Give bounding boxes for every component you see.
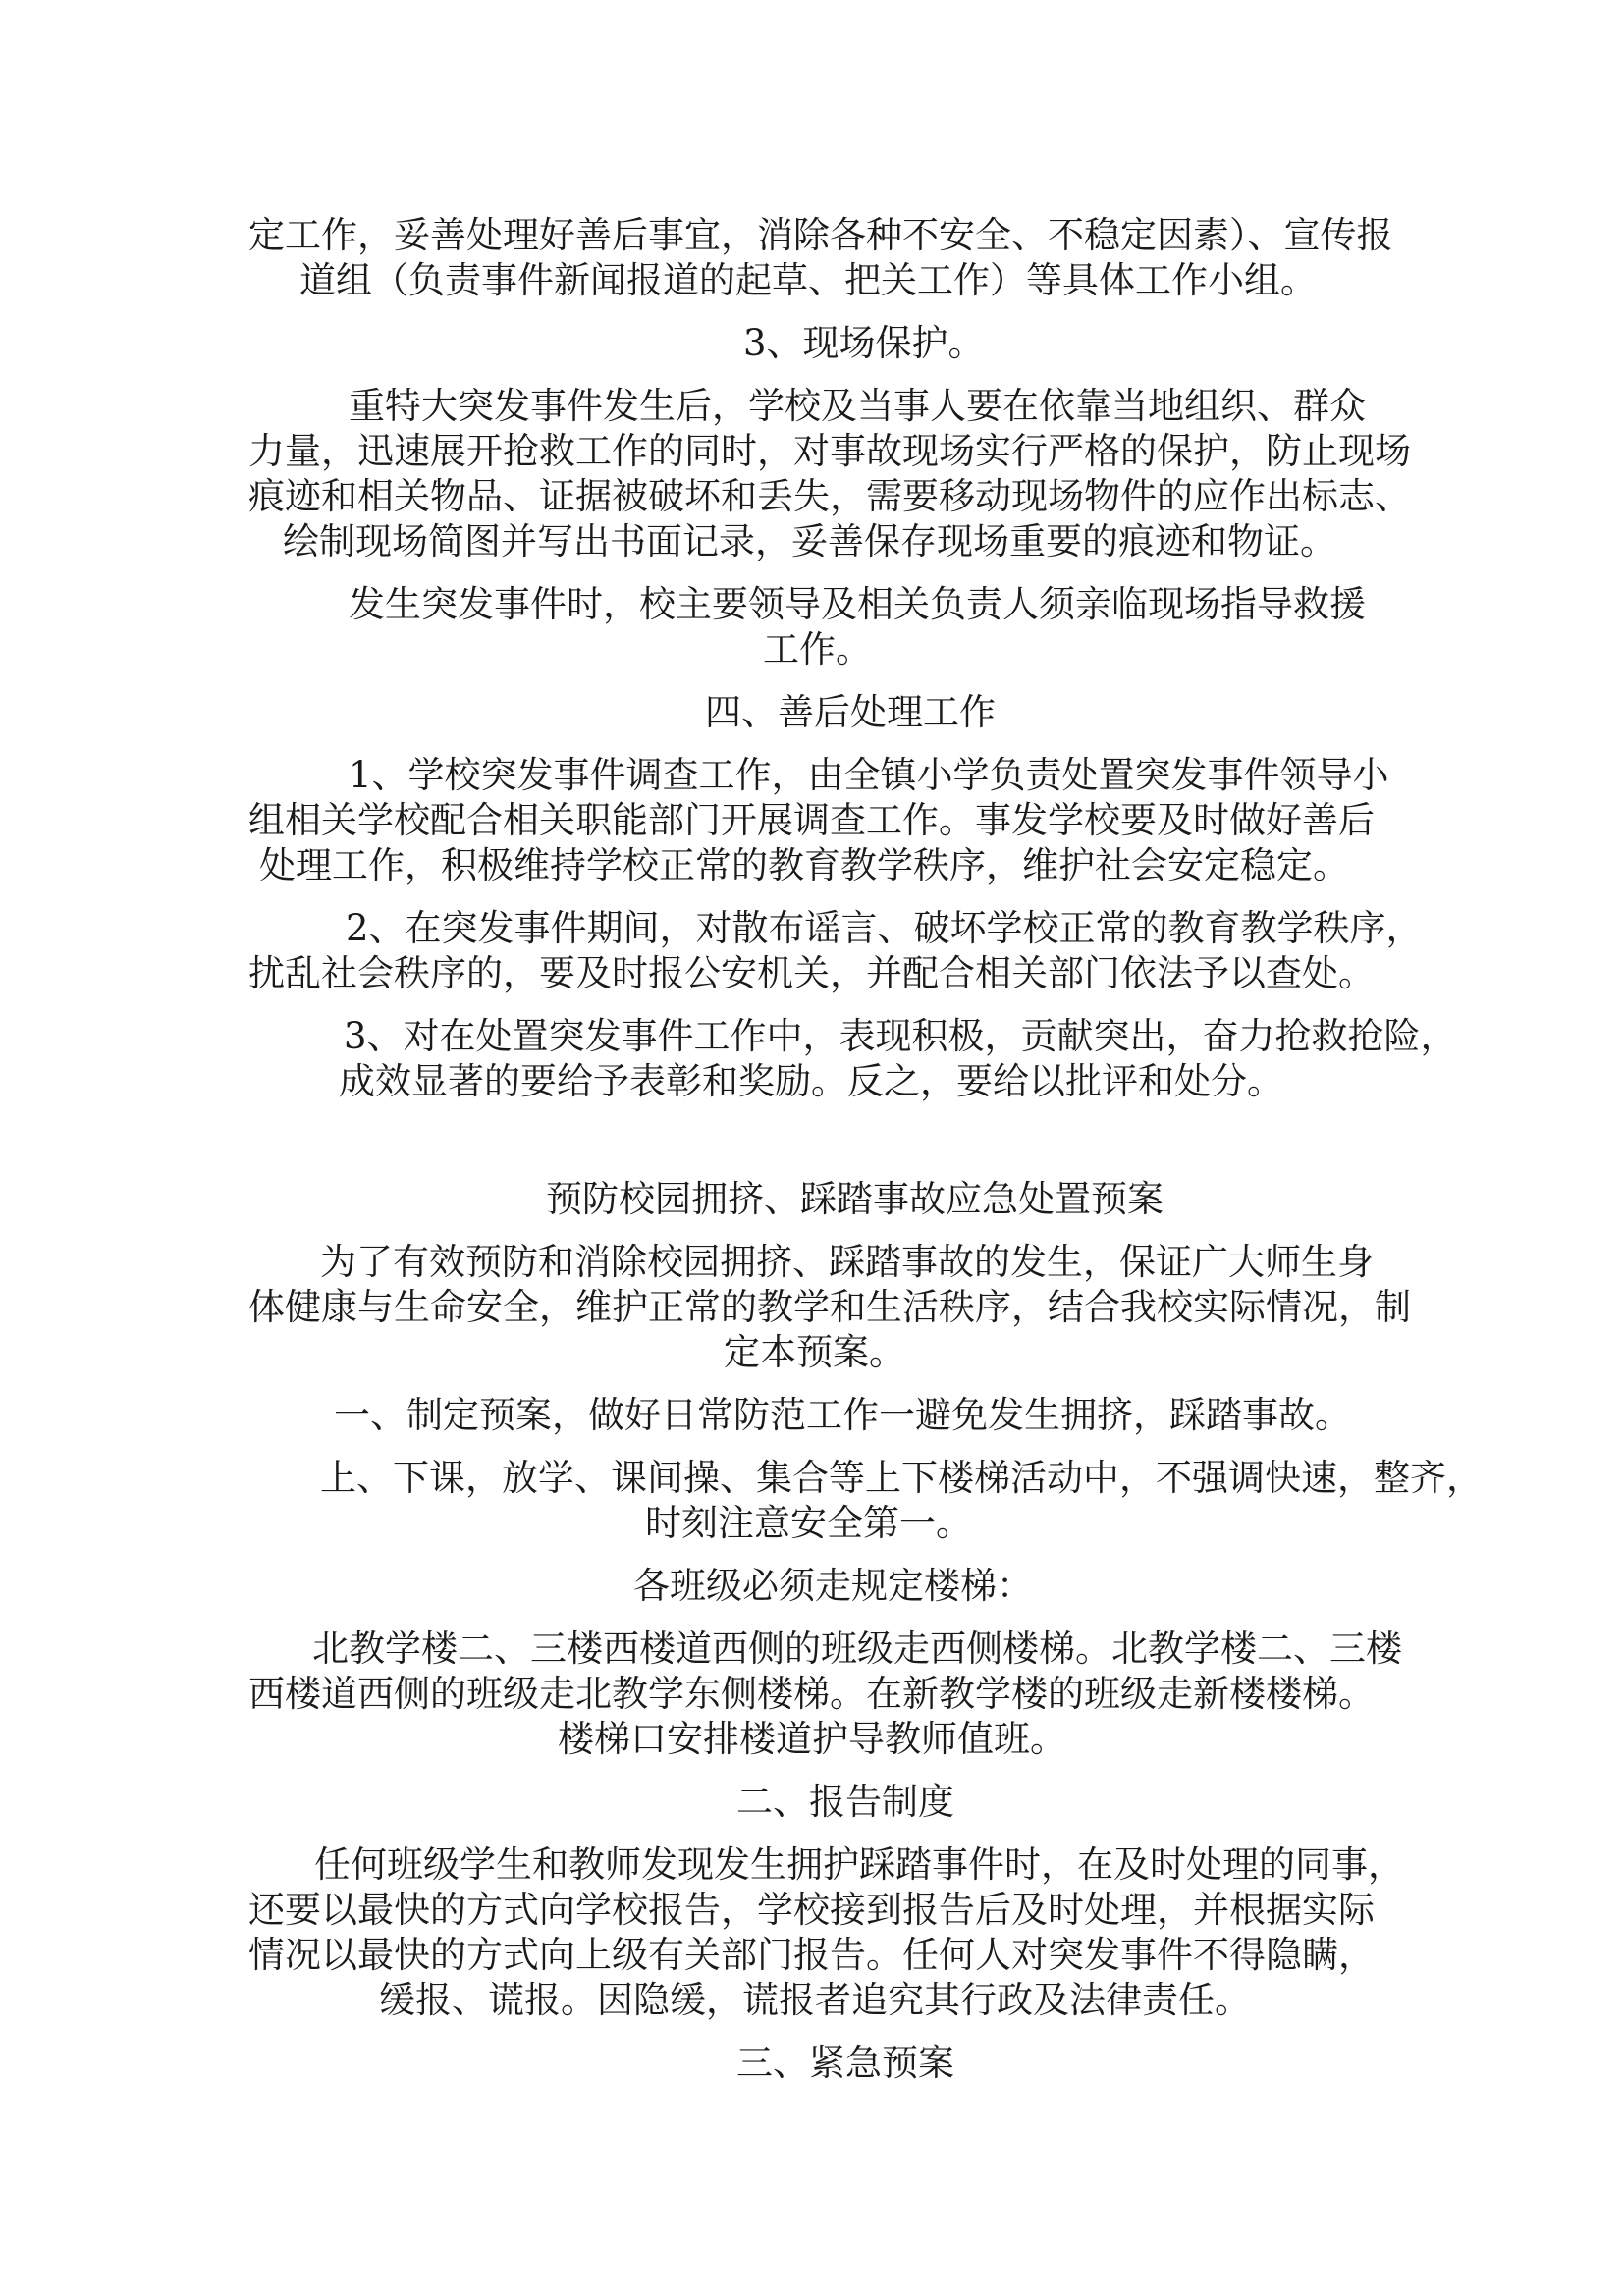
text-line: 时刻注意安全第一。 (645, 1502, 972, 1544)
text-line: 3、对在处置突发事件工作中，表现积极，贡献突出，奋力抢救抢险， (344, 1015, 1457, 1057)
document-title: 预防校园拥挤、踩踏事故应急处置预案 (546, 1178, 1164, 1220)
text-line: 扰乱社会秩序的，要及时报公安机关，并配合相关部门依法予以查处。 (248, 952, 1375, 994)
text-line: 痕迹和相关物品、证据被破坏和丢失，需要移动现场物件的应作出标志、 (248, 475, 1411, 517)
text-line: 成效显著的要给予表彰和奖励。反之，要给以批评和处分。 (339, 1060, 1283, 1102)
section-heading: 3、现场保护。 (743, 322, 985, 364)
text-line: 北教学楼二、三楼西楼道西侧的班级走西侧楼梯。北教学楼二、三楼 (312, 1628, 1402, 1670)
text-line: 还要以最快的方式向学校报告，学校接到报告后及时处理，并根据实际 (248, 1889, 1375, 1931)
section-heading: 四、善后处理工作 (705, 691, 996, 733)
text-line: 处理工作，积极维持学校正常的教育教学秩序，维护社会安定稳定。 (259, 844, 1349, 886)
text-line: 定工作，妥善处理好善后事宜，消除各种不安全、不稳定因素）、宣传报 (248, 214, 1393, 256)
text-line: 各班级必须走规定楼梯： (633, 1565, 1033, 1607)
text-line: 力量，迅速展开抢救工作的同时，对事故现场实行严格的保护，防止现场 (248, 430, 1411, 472)
text-line: 西楼道西侧的班级走北教学东侧楼梯。在新教学楼的班级走新楼楼梯。 (248, 1673, 1375, 1715)
text-line: 为了有效预防和消除校园拥挤、踩踏事故的发生，保证广大师生身 (320, 1241, 1374, 1283)
text-line: 道组（负责事件新闻报道的起草、把关工作）等具体工作小组。 (299, 259, 1317, 301)
text-line: 1、学校突发事件调查工作，由全镇小学负责处置突发事件领导小 (349, 754, 1389, 796)
text-line: 情况以最快的方式向上级有关部门报告。任何人对突发事件不得隐瞒， (248, 1934, 1375, 1976)
section-heading: 二、报告制度 (736, 1781, 954, 1823)
text-line: 定本预案。 (724, 1331, 905, 1373)
text-line: 重特大突发事件发生后，学校及当事人要在依靠当地组织、群众 (349, 385, 1366, 427)
text-line: 上、下课，放学、课间操、集合等上下楼梯活动中，不强调快速，整齐， (320, 1457, 1483, 1499)
text-line: 绘制现场简图并写出书面记录，妥善保存现场重要的痕迹和物证。 (283, 520, 1336, 562)
text-line: 发生突发事件时，校主要领导及相关负责人须亲临现场指导救援 (349, 583, 1366, 625)
section-heading: 一、制定预案，做好日常防范工作一避免发生拥挤，踩踏事故。 (334, 1394, 1351, 1436)
section-heading: 三、紧急预案 (736, 2042, 954, 2084)
text-line: 工作。 (763, 628, 872, 670)
text-line: 2、在突发事件期间，对散布谣言、破坏学校正常的教育教学秩序， (346, 907, 1423, 949)
text-line: 任何班级学生和教师发现发生拥护踩踏事件时，在及时处理的同事， (314, 1843, 1404, 1886)
text-line: 楼梯口安排楼道护导教师值班。 (558, 1718, 1066, 1760)
text-line: 体健康与生命安全，维护正常的教学和生活秩序，结合我校实际情况，制 (248, 1286, 1411, 1328)
text-line: 组相关学校配合相关职能部门开展调查工作。事发学校要及时做好善后 (248, 799, 1375, 841)
text-line: 缓报、谎报。因隐缓，谎报者追究其行政及法律责任。 (379, 1979, 1251, 2021)
